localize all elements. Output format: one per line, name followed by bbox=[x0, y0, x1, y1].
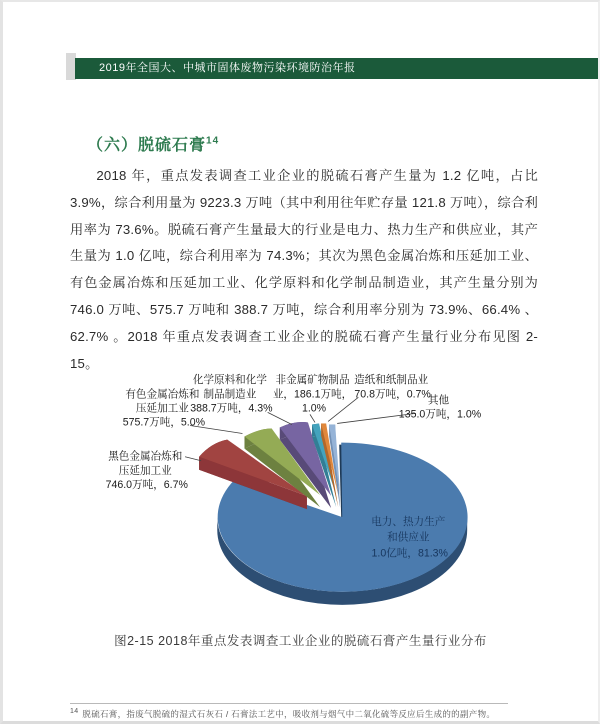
leader-line-paper bbox=[328, 397, 358, 421]
callout-other: 其他 135.0万吨，1.0% bbox=[398, 394, 482, 421]
body-paragraph: 2018 年，重点发表调查工业企业的脱硫石膏产生量为 1.2 亿吨，占比 3.9%，综合利用量为 9223.3 万吨（其中利用往年贮存量 121.8 万吨），综合利用率为 73.6%。脱硫石膏产生量最大的行业是电力、热力生产和供应业，其产生量为 1.0 亿吨，综合利用率为 74.3%；其次为黑色金属冶炼和压延加工业、有色金属冶炼和压延加工业、化学原料和化学制品制造业，其产生量分别为 746.0 万吨、575.7 万吨和 388.7 万吨，综合利用率分别为 73.9%、66.4% 、62.7% 。2018 年重点发表调查工业企业的脱硫石膏产生量行业分布见图 2-15。 bbox=[70, 168, 538, 371]
footnote-divider bbox=[70, 703, 508, 704]
pie-chart-figure bbox=[99, 364, 525, 626]
callout-chemical: 化学原料和化学 制品制造业 388.7万吨，4.3% bbox=[190, 374, 273, 415]
callout-nonmetal: 非金属矿物制品 业，186.1万吨， 1.0% bbox=[272, 374, 353, 415]
footnote-marker: 14 bbox=[70, 708, 79, 716]
callout-power: 电力、热力生产 和供应业 1.0亿吨，81.3% bbox=[371, 516, 448, 560]
footnote-reference: 14 bbox=[206, 135, 220, 147]
report-title: 2019年全国大、中城市固体废物污染环境防治年报 bbox=[99, 62, 356, 74]
callout-nonferrous: 有色金属冶炼和 压延加工业 575.7万吨，5.0% bbox=[122, 388, 206, 429]
callout-paper: 造纸和纸制品业 70.8万吨，0.7% bbox=[354, 374, 431, 401]
callout-ferrous: 黑色金属冶炼和 压延加工业 746.0万吨，6.7% bbox=[105, 450, 188, 491]
footnote-text: 脱硫石膏，指废气脱硫的湿式石灰石 / 石膏法工艺中，吸收剂与烟气中二氧化硫等反应后生成的的副产物。 bbox=[82, 709, 496, 719]
footnote bbox=[70, 708, 550, 720]
leader-line-ferrous bbox=[185, 457, 201, 461]
figure-caption: 图2-15 2018年重点发表调查工业企业的脱硫石膏产生量行业分布 bbox=[114, 634, 487, 648]
leader-line-nonmetal bbox=[310, 414, 315, 422]
pie-chart-svg bbox=[99, 364, 525, 626]
report-header-bar bbox=[75, 58, 598, 79]
section-heading: （六）脱硫石膏$^{14}$ bbox=[87, 135, 220, 154]
